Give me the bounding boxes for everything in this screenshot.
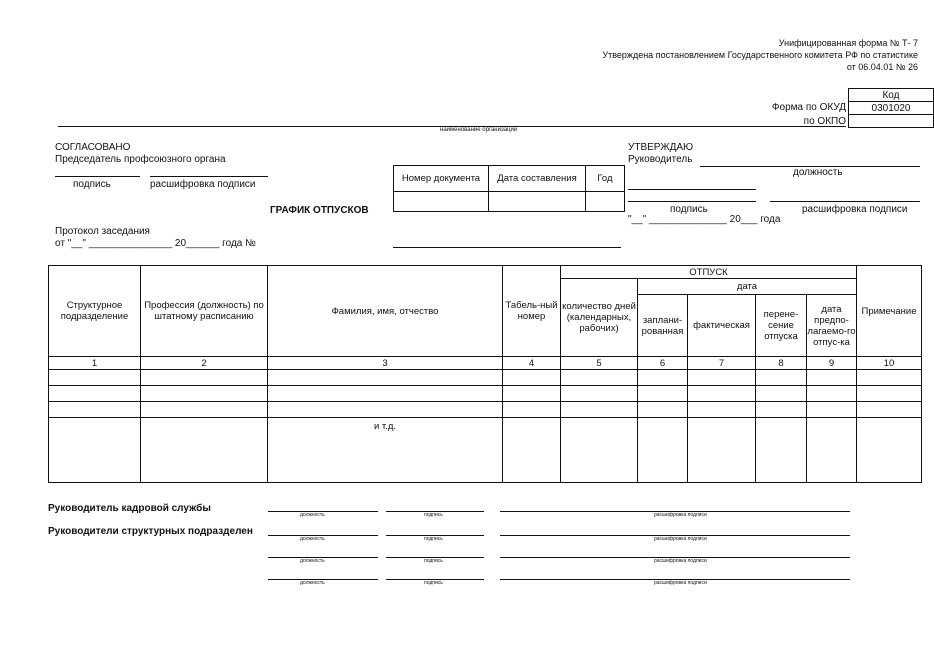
doc-number-header: Номер документа bbox=[394, 166, 489, 192]
doc-date-header: Дата составления bbox=[489, 166, 586, 192]
agreed-decode-line bbox=[150, 176, 268, 177]
approve-subtitle: Руководитель bbox=[628, 154, 693, 165]
okud-value: 0301020 bbox=[849, 102, 934, 115]
doc-date-value bbox=[489, 192, 586, 212]
caption-position: должность bbox=[300, 536, 325, 542]
vacation-schedule-table bbox=[48, 265, 922, 483]
codes-header: Код bbox=[849, 89, 934, 102]
okud-label: Форма по ОКУД bbox=[771, 102, 846, 113]
col-expected: дата предпо-лагаемо-го отпус-ка bbox=[807, 295, 857, 357]
protocol-number-line bbox=[393, 247, 621, 248]
etc-label: и т.д. bbox=[268, 418, 503, 483]
hr-head-label: Руководитель кадровой службы bbox=[48, 503, 211, 514]
doc-year-value bbox=[586, 192, 625, 212]
table-row bbox=[49, 386, 922, 402]
document-title: ГРАФИК ОТПУСКОВ bbox=[270, 205, 369, 216]
col-tabel: Табель-ный номер bbox=[503, 266, 561, 357]
table-row bbox=[49, 402, 922, 418]
form-approval-label: Утверждена постановлением Государственного комитета РФ по статистике bbox=[602, 50, 918, 60]
approve-position-caption: должность bbox=[793, 167, 843, 178]
approve-sign-caption: подпись bbox=[670, 204, 708, 215]
codes-table bbox=[848, 88, 934, 128]
col-number-2: 2 bbox=[141, 357, 268, 370]
approve-date-line: "__" ______________ 20___ года bbox=[628, 214, 781, 225]
agreed-sign-line bbox=[55, 176, 140, 177]
approve-decode-caption: расшифровка подписи bbox=[802, 204, 908, 215]
agreed-subtitle: Председатель профсоюзного органа bbox=[55, 154, 226, 165]
protocol-label: Протокол заседания bbox=[55, 226, 150, 237]
form-approval-date: от 06.04.01 № 26 bbox=[846, 62, 918, 72]
col-date: дата bbox=[638, 279, 857, 295]
caption-decode: расшифровка подписи bbox=[654, 536, 707, 542]
okpo-label: по ОКПО bbox=[803, 116, 846, 127]
caption-position: должность bbox=[300, 512, 325, 518]
caption-signature: подпись bbox=[424, 558, 443, 564]
agreed-decode-caption: расшифровка подписи bbox=[150, 179, 256, 190]
doc-year-header: Год bbox=[586, 166, 625, 192]
col-number-4: 4 bbox=[503, 357, 561, 370]
col-number-10: 10 bbox=[857, 357, 922, 370]
form-type-label: Унифицированная форма № Т- 7 bbox=[778, 38, 918, 48]
caption-position: должность bbox=[300, 558, 325, 564]
approve-decode-line bbox=[770, 201, 920, 202]
col-number-5: 5 bbox=[561, 357, 638, 370]
col-days: количество дней (календарных, рабочих) bbox=[561, 279, 638, 357]
col-actual: фактическая bbox=[688, 295, 756, 357]
caption-decode: расшифровка подписи bbox=[654, 512, 707, 518]
protocol-date-line: от "__" _______________ 20______ года № bbox=[55, 238, 256, 249]
col-number-1: 1 bbox=[49, 357, 141, 370]
col-division: Структурное подразделение bbox=[49, 266, 141, 357]
approve-position-line bbox=[628, 189, 756, 190]
caption-decode: расшифровка подписи bbox=[654, 580, 707, 586]
doc-number-value bbox=[394, 192, 489, 212]
table-row bbox=[49, 370, 922, 386]
col-profession: Профессия (должность) по штатному расписанию bbox=[141, 266, 268, 357]
col-fio: Фамилия, имя, отчество bbox=[268, 266, 503, 357]
table-row bbox=[49, 418, 922, 483]
caption-signature: подпись bbox=[424, 536, 443, 542]
col-note: Примечание bbox=[857, 266, 922, 357]
caption-decode: расшифровка подписи bbox=[654, 558, 707, 564]
caption-signature: подпись bbox=[424, 580, 443, 586]
col-vacation: ОТПУСК bbox=[561, 266, 857, 279]
agreed-title: СОГЛАСОВАНО bbox=[55, 142, 131, 153]
organization-caption: наименование организации bbox=[440, 127, 518, 133]
col-number-3: 3 bbox=[268, 357, 503, 370]
col-planned: заплани-рованная bbox=[638, 295, 688, 357]
col-number-6: 6 bbox=[638, 357, 688, 370]
caption-position: должность bbox=[300, 580, 325, 586]
col-number-7: 7 bbox=[688, 357, 756, 370]
col-transfer: перене-сение отпуска bbox=[756, 295, 807, 357]
approve-title: УТВЕРЖДАЮ bbox=[628, 142, 694, 153]
okpo-value bbox=[849, 115, 934, 128]
division-heads-label: Руководители структурных подразделен bbox=[48, 526, 253, 537]
col-number-8: 8 bbox=[756, 357, 807, 370]
agreed-sign-caption: подпись bbox=[73, 179, 111, 190]
caption-signature: подпись bbox=[424, 512, 443, 518]
approve-sign-line bbox=[628, 201, 756, 202]
doc-info-table bbox=[393, 165, 625, 212]
col-number-9: 9 bbox=[807, 357, 857, 370]
